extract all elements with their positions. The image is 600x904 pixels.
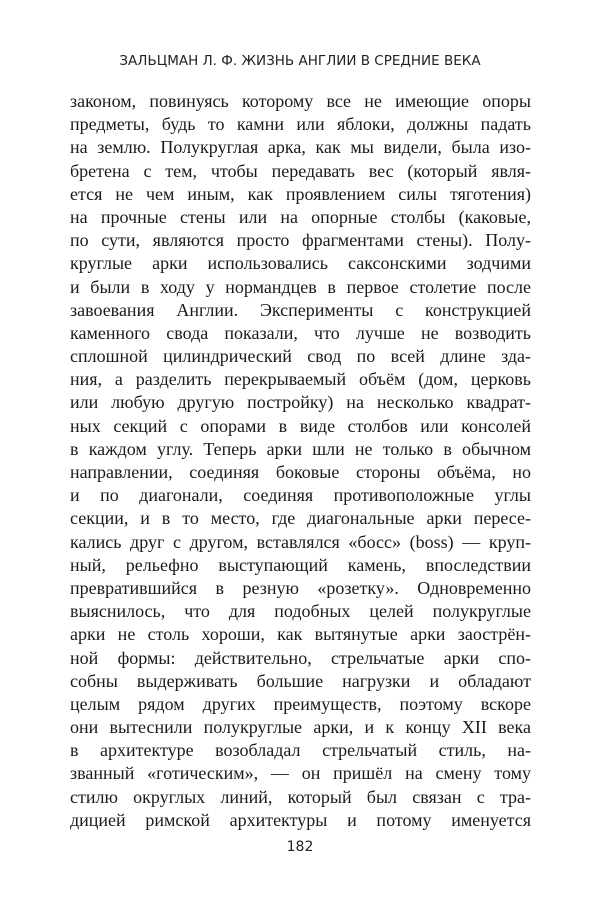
text-line: званный «готическим», — он пришёл на смену тому — [70, 763, 531, 784]
text-line: круглые арки использовались саксонскими зодчими — [70, 253, 531, 274]
text-line: дицией римской архитектуры и потому именуется — [70, 809, 531, 830]
text-line: в архитектуре возобладал стрельчатый стиль, на- — [70, 740, 531, 761]
text-line: законом, повинуясь которому все не имеющие опоры — [70, 91, 531, 111]
page-number: 182 — [286, 839, 314, 855]
text-line: кались друг с другом, вставлялся «босс» (boss) — круп- — [70, 531, 531, 552]
text-line: направлении, соединяя боковые стороны объёма, но — [70, 462, 531, 482]
body-text — [70, 90, 531, 832]
text-line: сплошной цилиндрический свод по всей длине зда- — [70, 346, 531, 367]
text-line: ных секций с опорами в виде столбов или консолей — [70, 415, 531, 436]
text-line: ния, а разделить перекрываемый объём (дом, церковь — [70, 369, 531, 390]
text-line: ный, рельефно выступающий камень, впоследствии — [70, 554, 531, 575]
text-line: собны выдерживать большие нагрузки и обладают — [70, 670, 531, 691]
text-line: на прочные стены или на опорные столбы (каковые, — [70, 206, 531, 227]
text-line: или любую другую постройку) на несколько квадрат- — [70, 392, 531, 413]
text-line: превратившийся в резную «розетку». Одновременно — [70, 577, 531, 598]
text-line: ется не чем иным, как проявлением силы тяготения) — [70, 183, 531, 204]
text-line: арки не столь хороши, как вытянутые арки заострён- — [70, 624, 531, 645]
text-line: целым рядом других преимуществ, поэтому вскоре — [70, 693, 531, 714]
text-line: по сути, являются просто фрагментами стены). Полу- — [70, 230, 531, 251]
text-line: они вытеснили полукруглые арки, и к концу XII века — [70, 717, 531, 738]
text-line: и были в ходу у нормандцев в первое столетие после — [70, 276, 531, 297]
text-line: секции, и в то место, где диагональные арки пересе- — [70, 508, 531, 529]
text-line: каменного свода показали, что лучше не возводить — [70, 322, 531, 343]
text-line: выяснилось, что для подобных целей полукруглые — [70, 601, 531, 622]
text-line: предметы, будь то камни или яблоки, должны падать — [70, 114, 531, 135]
text-line: завоевания Англии. Эксперименты с конструкцией — [70, 299, 531, 320]
text-line: и по диагонали, соединяя противоположные углы — [70, 485, 531, 506]
text-line: стилю округлых линий, который был связан с тра- — [70, 786, 531, 807]
running-header: ЗАЛЬЦМАН Л. Ф. ЖИЗНЬ АНГЛИИ В СРЕДНИЕ ВЕКА — [119, 53, 481, 69]
text-line: ной формы: действительно, стрельчатые арки спо- — [70, 647, 531, 668]
text-line: на землю. Полукруглая арка, как мы видели, была изо- — [70, 137, 531, 158]
text-line: в каждом углу. Теперь арки шли не только в обычном — [70, 438, 531, 459]
text-line: бретена с тем, чтобы передавать вес (который явля- — [70, 160, 531, 181]
